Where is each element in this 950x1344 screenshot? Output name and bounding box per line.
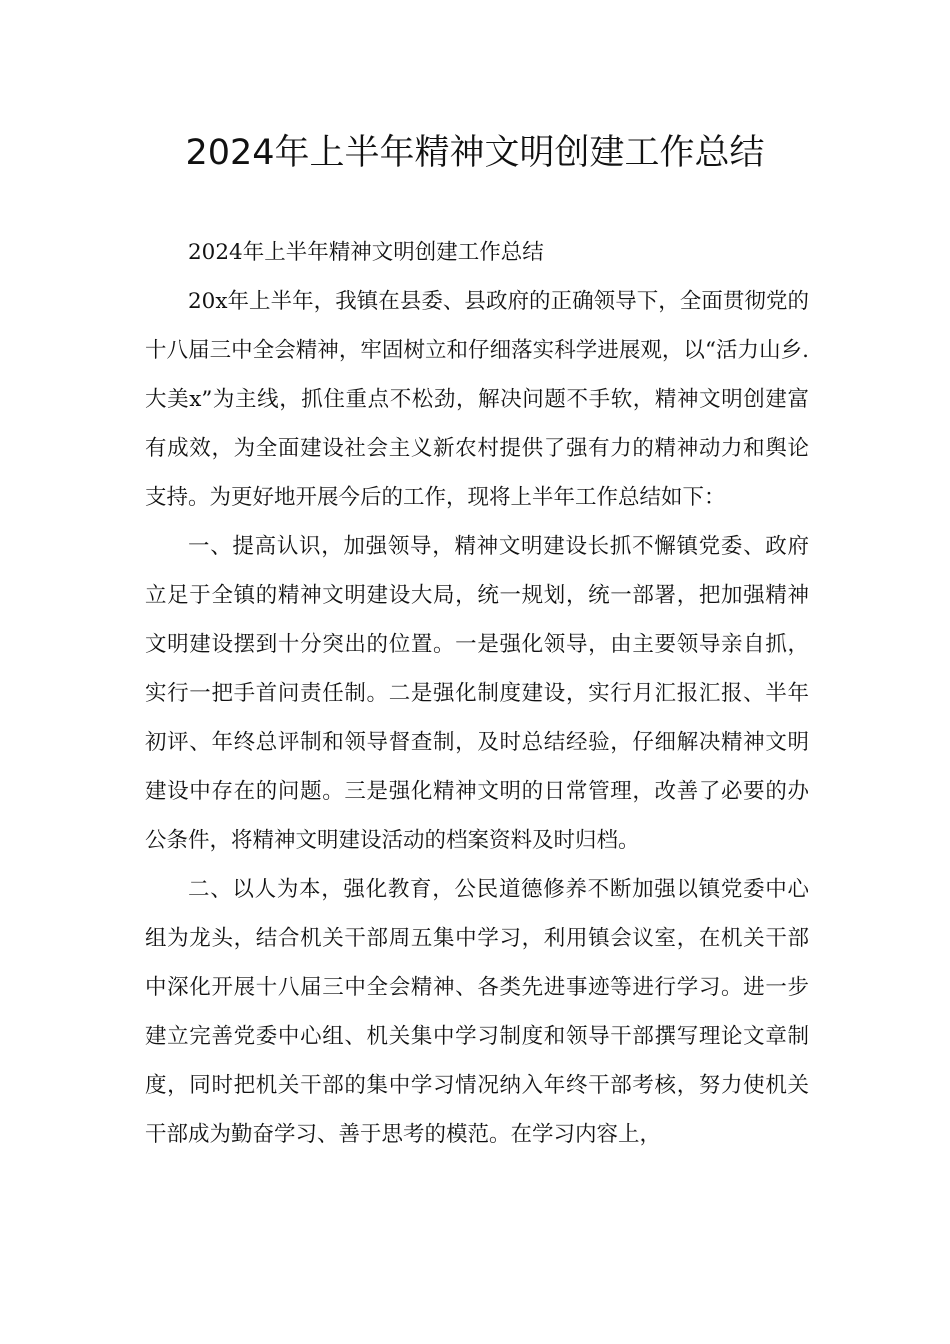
paragraph-intro: 20x年上半年，我镇在县委、县政府的正确领导下，全面贯彻党的十八届三中全会精神，牢固树立和仔细落实科学进展观，以“活力山乡.大美x”为主线，抓住重点不松劲，解决问题不手软，精神文明创建富有成效，为全面建设社会主义新农村提供了强有力的精神动力和舆论支持。为更好地开展今后的工作，现将上半年工作总结如下： — [145, 289, 809, 510]
paragraph-section-1: 一、提高认识，加强领导，精神文明建设长抓不懈镇党委、政府立足于全镇的精神文明建设大局，统一规划，统一部署，把加强精神文明建设摆到十分突出的位置。一是强化领导，由主要领导亲自抓，实行一把手首问责任制。二是强化制度建设，实行月汇报汇报、半年初评、年终总评制和领导督查制，及时总结经验，仔细解决精神文明建设中存在的问题。三是强化精神文明的日常管理，改善了必要的办公条件，将精神文明建设活动的档案资料及时归档。 — [145, 534, 809, 853]
paragraph-subtitle: 2024年上半年精神文明创建工作总结 — [188, 240, 544, 265]
paragraph-section-2: 二、以人为本，强化教育，公民道德修养不断加强以镇党委中心组为龙头，结合机关干部周五集中学习，利用镇会议室，在机关干部中深化开展十八届三中全会精神、各类先进事迹等进行学习。进一步建立完善党委中心组、机关集中学习制度和领导干部撰写理论文章制度，同时把机关干部的集中学习情况纳入年终干部考核，努力使机关干部成为勤奋学习、善于思考的模范。在学习内容上， — [145, 877, 809, 1147]
document-body — [145, 228, 809, 1159]
document-title: 2024年上半年精神文明创建工作总结 — [185, 133, 765, 173]
